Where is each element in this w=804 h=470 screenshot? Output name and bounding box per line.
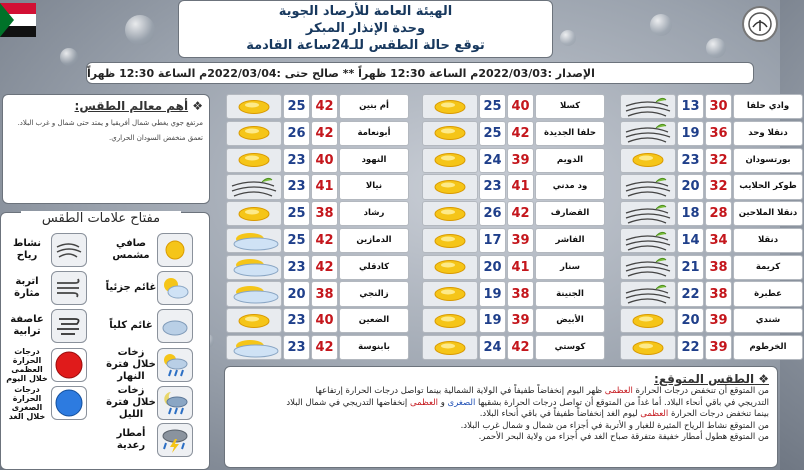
max-temp: 39 (507, 228, 534, 253)
city-name: شندي (733, 308, 803, 333)
min-temp: 19 (677, 121, 704, 146)
legend-item: صافي مشمس (105, 233, 193, 267)
partly-cloudy-icon (228, 257, 280, 277)
min-temp: 20 (677, 174, 704, 199)
min-temp: 19 (479, 281, 506, 306)
weather-icon-cell (226, 174, 282, 199)
sun-icon (237, 206, 271, 222)
min-temp: 25 (283, 201, 310, 226)
wind-icon (622, 96, 674, 118)
city-column-north (620, 94, 804, 362)
night-showers-icon (157, 386, 193, 420)
min-temp: 23 (479, 174, 506, 199)
sun-icon (433, 313, 467, 329)
max-temp: 40 (507, 94, 534, 119)
weather-icon-cell (422, 121, 478, 146)
city-row (226, 201, 410, 226)
city-name: الفاشر (535, 228, 605, 253)
partly-cloudy-icon (228, 284, 280, 304)
city-name: الضعين (339, 308, 409, 333)
max-temp: 42 (311, 121, 338, 146)
city-row (620, 148, 804, 173)
min-temp: 20 (479, 255, 506, 280)
cloudy-icon (157, 309, 193, 343)
city-name: نيالا (339, 174, 409, 199)
max-temp: 28 (705, 201, 732, 226)
city-row (422, 121, 606, 146)
city-row (226, 174, 410, 199)
min-temp: 19 (479, 308, 506, 333)
sudan-flag-icon (0, 3, 36, 37)
min-temp: 25 (479, 121, 506, 146)
min-temp: 20 (677, 308, 704, 333)
city-name: طوكر الحلايب (733, 174, 803, 199)
city-name: زالنجي (339, 281, 409, 306)
sun-icon (433, 179, 467, 195)
wind-icon (622, 230, 674, 252)
city-name: دنقلا وحد (733, 121, 803, 146)
wind-icon (622, 176, 674, 198)
sun-icon (433, 99, 467, 115)
city-row (226, 94, 410, 119)
max-temp: 39 (507, 148, 534, 173)
city-row (422, 255, 606, 280)
city-row (226, 335, 410, 360)
feature-item: مرتفع جوي يغطي شمال أفريقيا و يمتد حتى شمال و غرب البلاد. (17, 119, 203, 127)
water-drop (650, 14, 672, 36)
weather-features-panel (2, 94, 210, 204)
min-temp: 23 (283, 308, 310, 333)
min-temp: 22 (677, 335, 704, 360)
min-temp: 18 (677, 201, 704, 226)
max-temp: 39 (705, 308, 732, 333)
min-temp: 23 (283, 335, 310, 360)
max-temp: 42 (507, 335, 534, 360)
city-row (422, 201, 606, 226)
city-row (422, 228, 606, 253)
max-temp: 38 (705, 255, 732, 280)
weather-icon-cell (226, 255, 282, 280)
min-temp: 23 (283, 255, 310, 280)
max-temp: 42 (311, 94, 338, 119)
wind-icon (228, 176, 280, 198)
weather-icon-cell (422, 308, 478, 333)
max-temp: 38 (507, 281, 534, 306)
city-name: كسلا (535, 94, 605, 119)
city-row (422, 148, 606, 173)
city-name: كريمة (733, 255, 803, 280)
weather-icon-cell (226, 121, 282, 146)
city-name: دنقلا الملاحين (733, 201, 803, 226)
city-row (226, 121, 410, 146)
issue-validity-bar (86, 62, 754, 84)
sun-icon (157, 233, 193, 267)
min-temp: 23 (283, 174, 310, 199)
sun-icon (237, 152, 271, 168)
min-temp: 26 (479, 201, 506, 226)
wind-icon (622, 256, 674, 278)
city-row (422, 281, 606, 306)
max-temp: 40 (311, 148, 338, 173)
weather-icon-cell (620, 228, 676, 253)
city-name: عطبرة (733, 281, 803, 306)
weather-icon-cell (226, 335, 282, 360)
water-drop (560, 30, 576, 46)
max-temp: 39 (507, 308, 534, 333)
weather-icon-cell (226, 148, 282, 173)
weather-icon-cell (226, 308, 282, 333)
min-temp: 24 (479, 335, 506, 360)
issue-text: الإصدار :2022/03/03م الساعة 12:30 ظهراً ** صالح حتى :2022/03/04م الساعة 12:30 ظهراً (87, 66, 595, 80)
city-name: الخرطوم (733, 335, 803, 360)
city-row (422, 94, 606, 119)
sun-icon (433, 286, 467, 302)
sun-icon (433, 125, 467, 141)
sun-icon (433, 206, 467, 222)
weather-icon-cell (422, 94, 478, 119)
max-temp: 42 (311, 255, 338, 280)
red-circle-icon (51, 348, 87, 382)
city-name: الدويم (535, 148, 605, 173)
weather-icon-cell (620, 255, 676, 280)
city-row (620, 94, 804, 119)
min-temp: 17 (479, 228, 506, 253)
min-temp: 25 (283, 228, 310, 253)
dust-storm-icon (51, 309, 87, 343)
max-temp: 42 (311, 228, 338, 253)
logo-emblem-icon (747, 11, 773, 37)
city-name: سنار (535, 255, 605, 280)
min-temp: 21 (677, 255, 704, 280)
weather-icon-cell (226, 201, 282, 226)
city-name: دنقلا (733, 228, 803, 253)
city-name: كوستي (535, 335, 605, 360)
city-name: بابنوسة (339, 335, 409, 360)
legend-item: زخات خلال فترة الليل (105, 385, 193, 421)
city-name: الجنينة (535, 281, 605, 306)
max-temp: 34 (705, 228, 732, 253)
wind-icon (622, 283, 674, 305)
max-temp: 41 (507, 255, 534, 280)
header-title: الهيئة العامة للأرصاد الجوية (278, 4, 453, 19)
city-row (620, 228, 804, 253)
city-row (422, 174, 606, 199)
weather-icon-cell (226, 281, 282, 306)
forecast-line: بينما تنخفض درجات الحرارة العظمى ليوم الغد إنخفاضاً طفيفاً في باقي أنحاء البلاد. (479, 409, 769, 419)
city-row (620, 308, 804, 333)
partly-cloudy-icon (228, 231, 280, 251)
min-temp: 23 (283, 148, 310, 173)
city-column-central (422, 94, 606, 362)
min-temp: 22 (677, 281, 704, 306)
weather-icon-cell (422, 201, 478, 226)
city-row (422, 335, 606, 360)
weather-icon-cell (226, 228, 282, 253)
city-name: الأبيض (535, 308, 605, 333)
min-temp: 13 (677, 94, 704, 119)
weather-icon-cell (422, 281, 478, 306)
max-temp: 38 (311, 281, 338, 306)
weather-icon-cell (620, 335, 676, 360)
weather-icon-cell (422, 148, 478, 173)
max-temp: 39 (705, 335, 732, 360)
wind-icon (51, 233, 87, 267)
day-showers-icon (157, 348, 193, 382)
max-temp: 30 (705, 94, 732, 119)
min-temp: 20 (283, 281, 310, 306)
header-panel (178, 0, 553, 58)
max-temp: 40 (311, 308, 338, 333)
min-temp: 14 (677, 228, 704, 253)
forecast-line: من المتوقع نشاط الرياح المثيرة للغبار و الأتربة في أجزاء من شمال و شمال غرب البلاد. (460, 420, 769, 431)
legend-item: غائم جزئياً (105, 271, 193, 305)
city-row (620, 335, 804, 360)
city-name: حلفا الجديدة (535, 121, 605, 146)
water-drop (125, 15, 155, 45)
sun-icon (237, 125, 271, 141)
water-drop (60, 48, 78, 66)
city-row (620, 174, 804, 199)
blue-circle-icon (51, 386, 87, 420)
partly-cloudy-icon (157, 271, 193, 305)
city-row (226, 148, 410, 173)
sun-icon (433, 233, 467, 249)
expected-weather-panel (224, 366, 778, 468)
meteorological-authority-logo (742, 6, 778, 42)
legend-panel (0, 212, 210, 470)
min-temp: 25 (283, 94, 310, 119)
city-name: ود مدني (535, 174, 605, 199)
legend-item: زخات خلال فترة النهار (105, 347, 193, 383)
city-name: بورتسودان (733, 148, 803, 173)
max-temp: 42 (311, 335, 338, 360)
forecast-title: ❖ الطقس المتوقع: (654, 372, 769, 386)
sun-icon (631, 340, 665, 356)
forecast-line: من المتوقع أن تنخفض درجات الحرارة العظمى ظهر اليوم إنخفاضاً طفيفاً في الولاية الشمالية بينما تواصل درجات الحرارة إرتفاعها (315, 386, 769, 396)
sun-icon (433, 259, 467, 275)
legend-item: أمطار رعدية (105, 423, 193, 457)
city-name: النهود (339, 148, 409, 173)
city-row (226, 281, 410, 306)
weather-icon-cell (620, 94, 676, 119)
legend-title: مفتاح علامات الطقس (21, 211, 181, 226)
city-row (620, 255, 804, 280)
max-temp: 41 (311, 174, 338, 199)
city-name: القضارف (535, 201, 605, 226)
max-temp: 36 (705, 121, 732, 146)
min-temp: 23 (677, 148, 704, 173)
city-row (422, 308, 606, 333)
max-temp: 42 (507, 201, 534, 226)
max-temp: 38 (311, 201, 338, 226)
legend-item: عاصفة ترابية (3, 309, 87, 343)
weather-icon-cell (620, 174, 676, 199)
city-row (226, 255, 410, 280)
forecast-line: التدريجي في باقي أنحاء البلاد. أما غداً من المتوقع أن تواصل درجات الحرارة بشقيها الصغرى و العظمى إنخفاضها التدريجي في شمال البلاد (286, 397, 769, 408)
partly-cloudy-icon (228, 338, 280, 358)
wind-icon (622, 203, 674, 225)
max-temp: 38 (705, 281, 732, 306)
features-title: ❖ أهم معالم الطقس: (74, 99, 203, 113)
legend-item: درجات الحرارة العظمى خلال اليوم (3, 347, 87, 383)
forecast-line: من المتوقع هطول أمطار خفيفة متفرقة صباح الغد في أجزاء من ولاية البحر الأحمر. (478, 432, 769, 442)
city-row (620, 201, 804, 226)
blowing-dust-icon (51, 271, 87, 305)
legend-item: اتربة مثارة (3, 271, 87, 305)
feature-item: تعمق منخفض السودان الحراري. (108, 134, 203, 142)
weather-icon-cell (226, 94, 282, 119)
min-temp: 25 (479, 94, 506, 119)
weather-icon-cell (620, 308, 676, 333)
sun-icon (631, 152, 665, 168)
weather-icon-cell (620, 281, 676, 306)
city-row (226, 228, 410, 253)
header-subtitle: وحدة الإنذار المبكر (305, 21, 426, 36)
legend-item: نشاط رياح (3, 233, 87, 267)
max-temp: 32 (705, 174, 732, 199)
water-drop (706, 38, 726, 58)
sun-icon (433, 152, 467, 168)
city-name: وادي حلفا (733, 94, 803, 119)
weather-icon-cell (422, 174, 478, 199)
city-name: أبونعامة (339, 121, 409, 146)
min-temp: 26 (283, 121, 310, 146)
city-row (226, 308, 410, 333)
city-name: كادقلي (339, 255, 409, 280)
city-row (620, 121, 804, 146)
weather-icon-cell (620, 121, 676, 146)
weather-icon-cell (620, 148, 676, 173)
wind-icon (622, 122, 674, 144)
header-forecast-title: توقع حالة الطقس للـ24ساعة القادمة (246, 38, 485, 53)
weather-icon-cell (422, 228, 478, 253)
sun-icon (433, 340, 467, 356)
thunderstorm-icon (157, 423, 193, 457)
weather-icon-cell (422, 255, 478, 280)
city-name: أم بنين (339, 94, 409, 119)
sun-icon (631, 313, 665, 329)
city-name: رشاد (339, 201, 409, 226)
legend-item: غائم كلياً (105, 309, 193, 343)
weather-icon-cell (620, 201, 676, 226)
max-temp: 42 (507, 121, 534, 146)
max-temp: 32 (705, 148, 732, 173)
sun-icon (237, 313, 271, 329)
city-row (620, 281, 804, 306)
city-name: الدمازين (339, 228, 409, 253)
city-column-west (226, 94, 410, 362)
legend-item: درجات الحرارة الصغرى خلال الغد (3, 385, 87, 421)
weather-icon-cell (422, 335, 478, 360)
min-temp: 24 (479, 148, 506, 173)
max-temp: 41 (507, 174, 534, 199)
sun-icon (237, 99, 271, 115)
